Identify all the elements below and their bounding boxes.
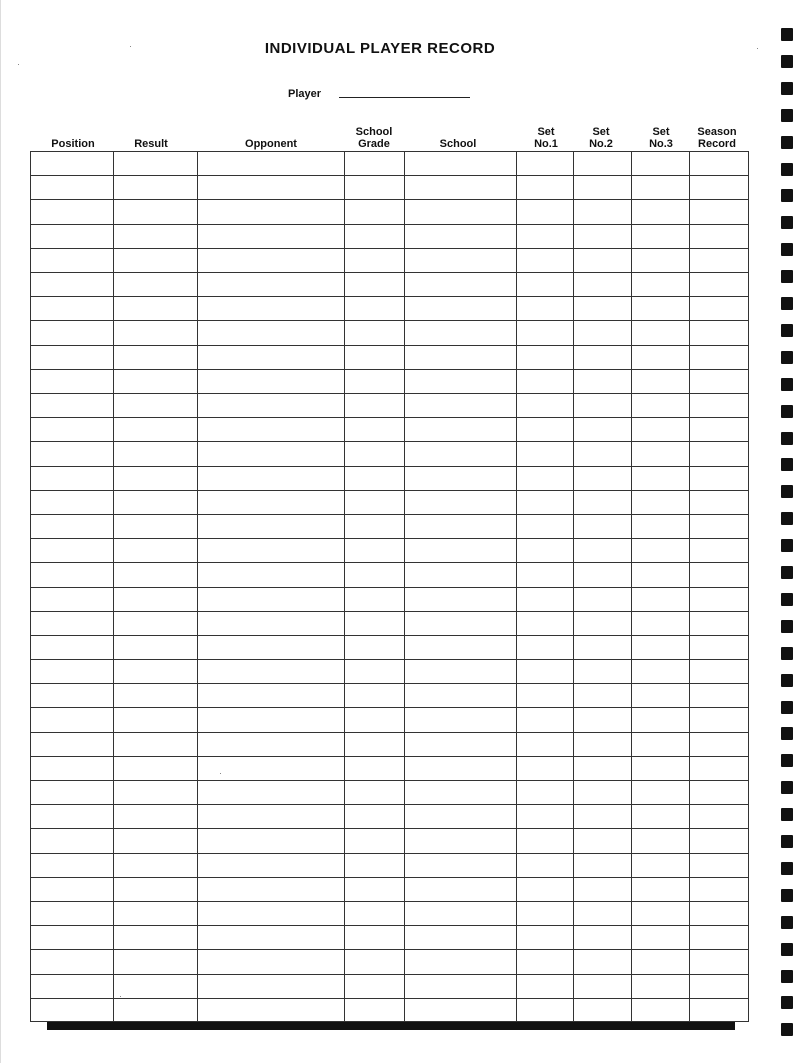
column-header-line: Position xyxy=(51,138,95,150)
column-header-line: Season xyxy=(697,126,737,138)
binder-hole xyxy=(781,674,793,687)
column-header-set3 xyxy=(632,126,690,150)
binder-hole xyxy=(781,297,793,310)
table-row-divider xyxy=(31,296,748,297)
binder-hole xyxy=(781,1023,793,1036)
binder-hole xyxy=(781,943,793,956)
column-header-line: Set xyxy=(592,126,610,138)
binder-hole xyxy=(781,243,793,256)
column-header-set2 xyxy=(572,126,630,150)
table-row-divider xyxy=(31,562,748,563)
binder-hole xyxy=(781,512,793,525)
binder-hole xyxy=(781,458,793,471)
column-header-line: No.3 xyxy=(649,138,673,150)
table-row-divider xyxy=(31,780,748,781)
table-row-divider xyxy=(31,514,748,515)
column-header-line: School xyxy=(355,126,393,138)
table-row-divider xyxy=(31,175,748,176)
binder-hole xyxy=(781,647,793,660)
binder-hole xyxy=(781,808,793,821)
scan-speck xyxy=(130,46,131,47)
binder-hole xyxy=(781,270,793,283)
column-header-opponent xyxy=(198,126,345,150)
table-row-divider xyxy=(31,611,748,612)
column-header-line: Set xyxy=(537,126,555,138)
column-header-line: Opponent xyxy=(245,138,297,150)
table-row-divider xyxy=(31,466,748,467)
table-row-divider xyxy=(31,828,748,829)
binder-hole xyxy=(781,351,793,364)
binder-hole xyxy=(781,889,793,902)
binder-hole xyxy=(781,970,793,983)
binder-hole xyxy=(781,189,793,202)
table-row-divider xyxy=(31,441,748,442)
scan-left-edge xyxy=(0,0,1,1063)
table-row-divider xyxy=(31,877,748,878)
table-row-divider xyxy=(31,248,748,249)
column-header-line: School xyxy=(439,138,477,150)
binder-hole xyxy=(781,781,793,794)
binder-hole xyxy=(781,835,793,848)
binder-hole xyxy=(781,727,793,740)
column-header-line: Set xyxy=(652,126,670,138)
table-row-divider xyxy=(31,683,748,684)
table-row-divider xyxy=(31,490,748,491)
table-row-divider xyxy=(31,732,748,733)
table-row-divider xyxy=(31,393,748,394)
binder-hole xyxy=(781,163,793,176)
binder-hole xyxy=(781,378,793,391)
bottom-bar xyxy=(47,1022,735,1030)
column-header-school xyxy=(402,126,514,150)
binder-hole xyxy=(781,620,793,633)
column-header-line: No.1 xyxy=(534,138,558,150)
binder-hole xyxy=(781,916,793,929)
column-header-line: Grade xyxy=(358,138,390,150)
scan-speck xyxy=(220,773,221,774)
binder-hole xyxy=(781,862,793,875)
table-row-divider xyxy=(31,756,748,757)
binder-hole xyxy=(781,109,793,122)
table-row-divider xyxy=(31,224,748,225)
table-row-divider xyxy=(31,901,748,902)
column-header-line: Result xyxy=(134,138,168,150)
scan-speck xyxy=(18,64,19,65)
binder-hole xyxy=(781,82,793,95)
binder-hole xyxy=(781,432,793,445)
table-row-divider xyxy=(31,974,748,975)
table-row-divider xyxy=(31,199,748,200)
player-name-field[interactable] xyxy=(339,97,470,98)
binder-hole xyxy=(781,754,793,767)
binder-hole xyxy=(781,405,793,418)
scan-speck xyxy=(757,48,758,49)
table-row-divider xyxy=(31,998,748,999)
page-title: INDIVIDUAL PLAYER RECORD xyxy=(264,40,496,57)
column-header-line: No.2 xyxy=(589,138,613,150)
binder-hole xyxy=(781,216,793,229)
table-row-divider xyxy=(31,345,748,346)
binder-hole xyxy=(781,701,793,714)
table-row-divider xyxy=(31,587,748,588)
column-header-season-record xyxy=(687,126,747,150)
column-header-school-grade xyxy=(344,126,404,150)
binder-hole xyxy=(781,324,793,337)
table-row-divider xyxy=(31,659,748,660)
binder-hole xyxy=(781,55,793,68)
column-header-line: Record xyxy=(698,138,736,150)
binder-hole xyxy=(781,566,793,579)
binder-hole xyxy=(781,593,793,606)
record-table xyxy=(30,151,749,1022)
binder-hole xyxy=(781,996,793,1009)
scan-speck xyxy=(120,996,121,997)
binder-hole xyxy=(781,539,793,552)
binder-hole xyxy=(781,485,793,498)
table-row-divider xyxy=(31,949,748,950)
table-row-divider xyxy=(31,853,748,854)
table-row-divider xyxy=(31,417,748,418)
column-header-set1 xyxy=(518,126,575,150)
table-row-divider xyxy=(31,925,748,926)
table-row-divider xyxy=(31,804,748,805)
table-row-divider xyxy=(31,635,748,636)
binder-hole xyxy=(781,136,793,149)
table-row-divider xyxy=(31,320,748,321)
table-row-divider xyxy=(31,272,748,273)
table-row-divider xyxy=(31,707,748,708)
table-row-divider xyxy=(31,369,748,370)
column-header-result xyxy=(109,126,193,150)
table-row-divider xyxy=(31,538,748,539)
column-header-position xyxy=(32,126,115,150)
binder-hole xyxy=(781,28,793,41)
player-label: Player xyxy=(288,88,322,100)
